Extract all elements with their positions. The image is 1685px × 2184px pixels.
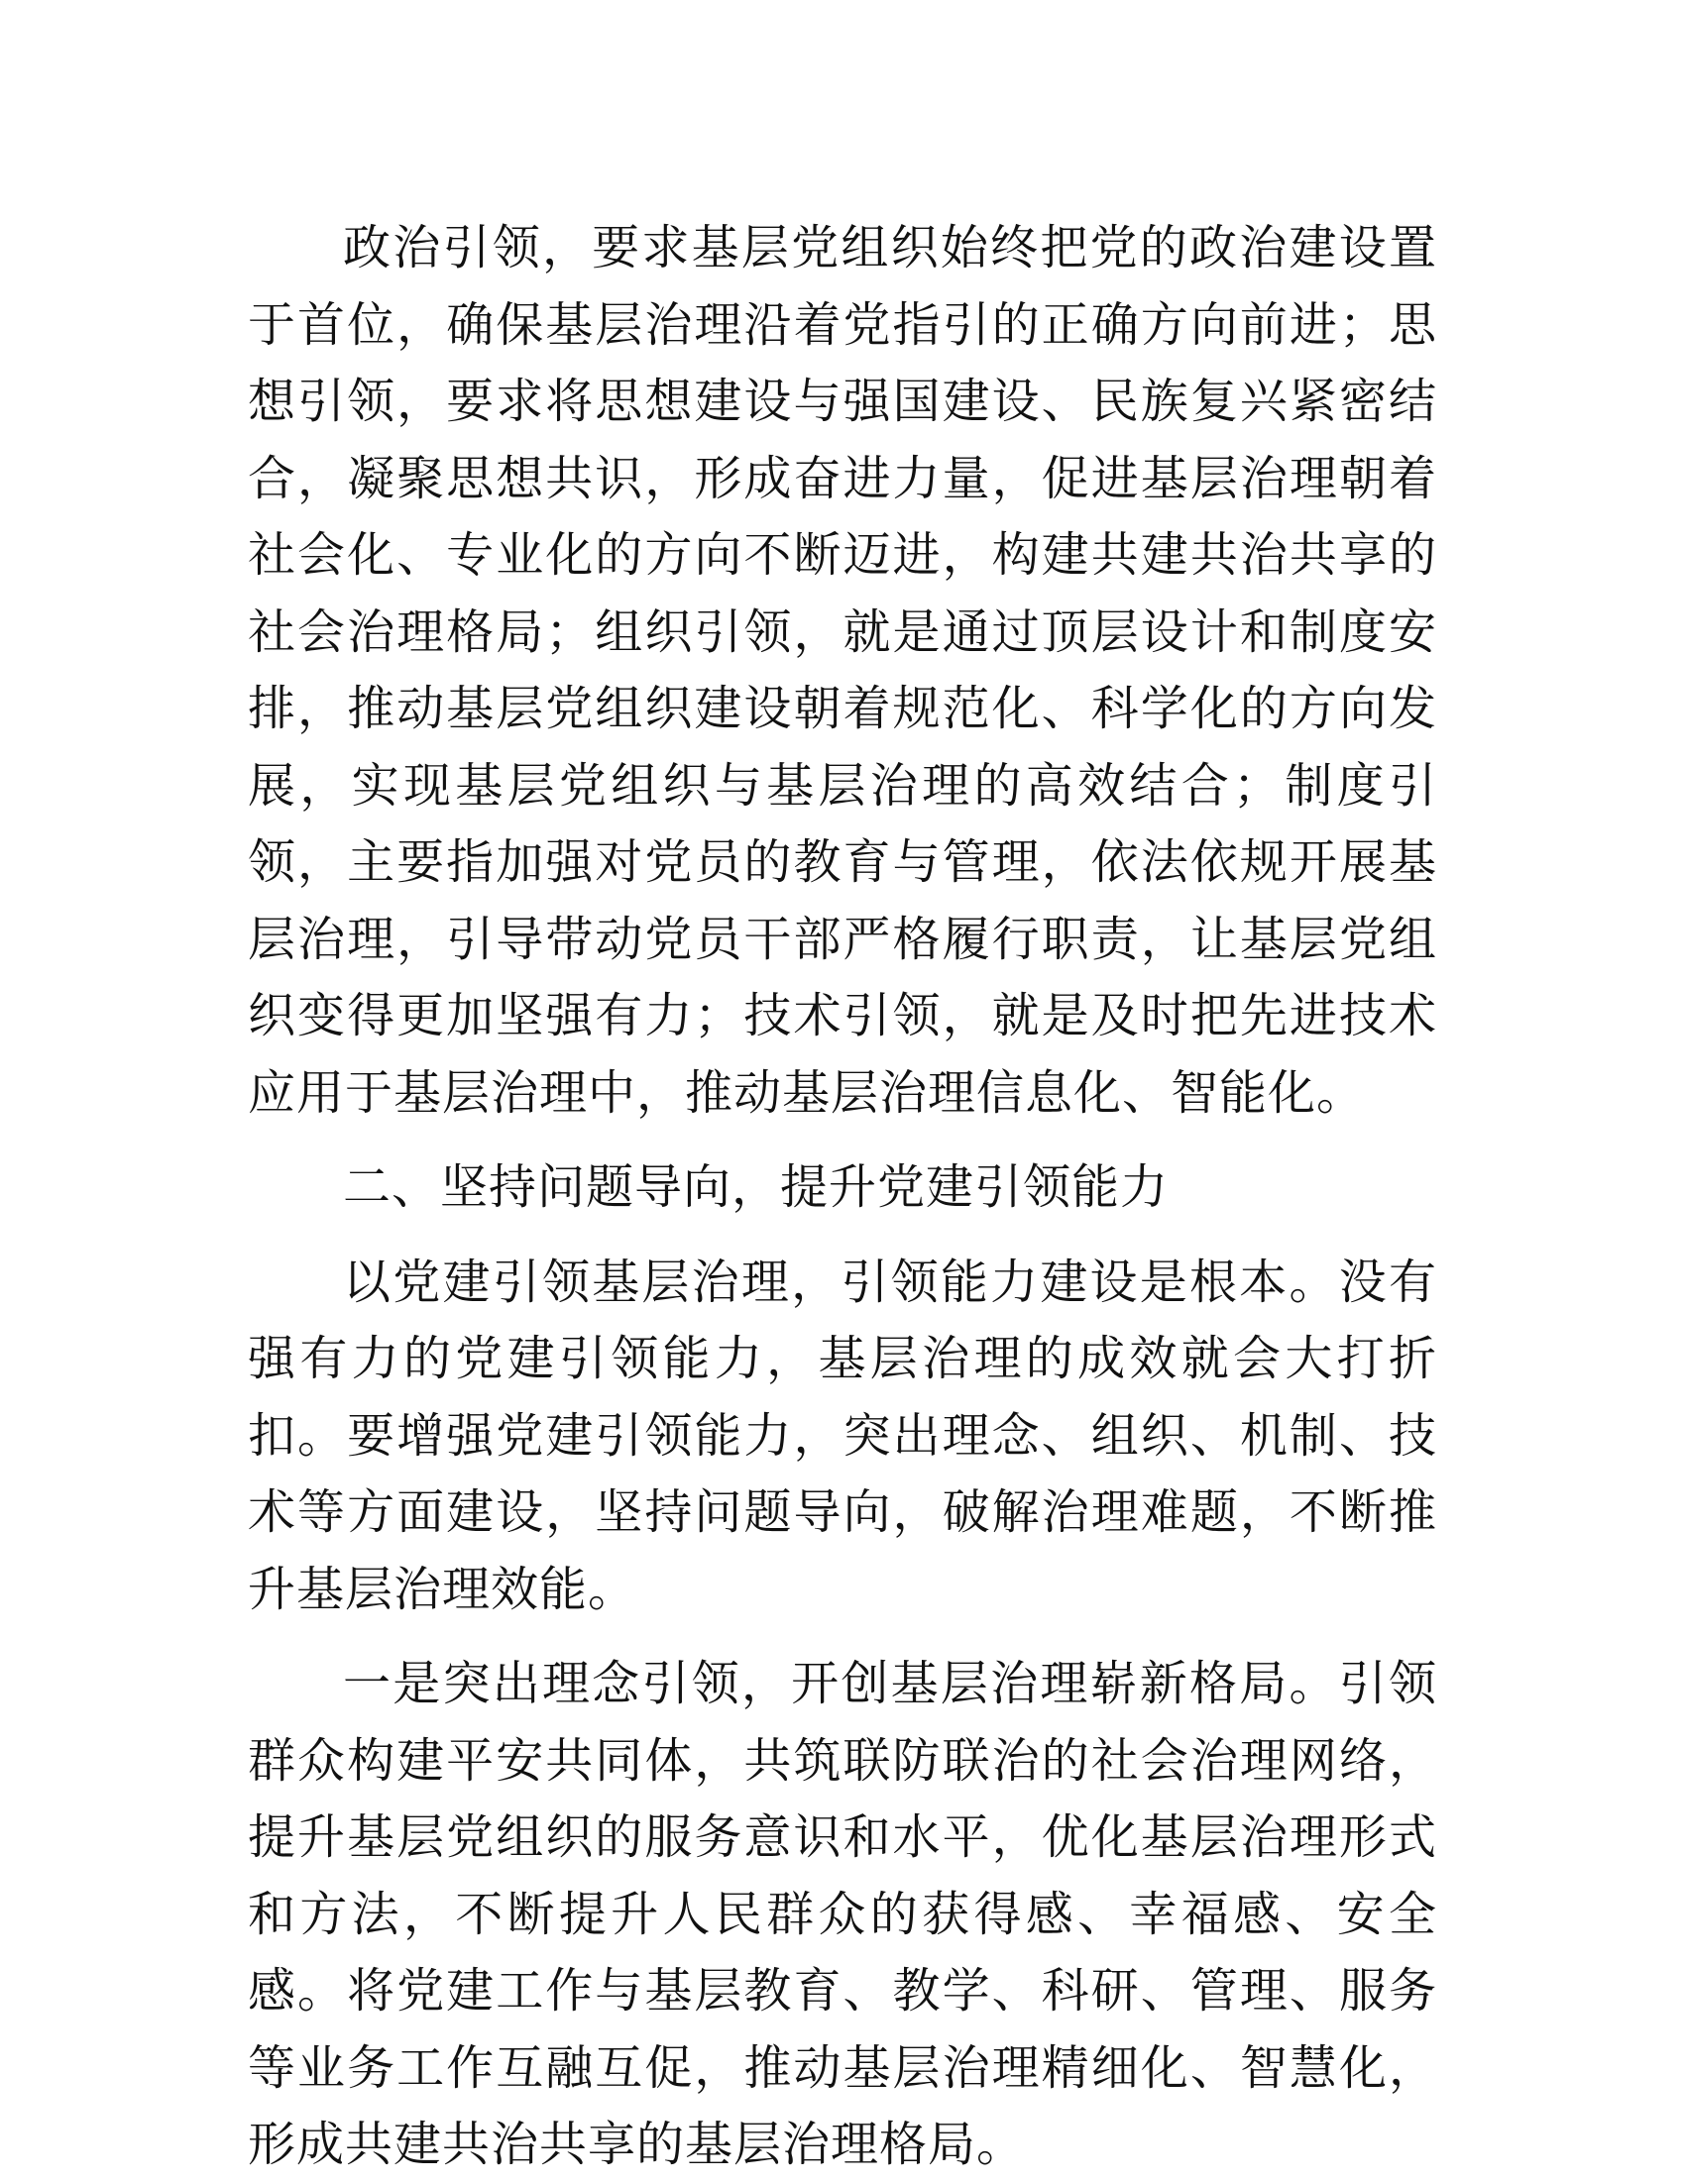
paragraph-concept-leadership: 一是突出理念引领，开创基层治理崭新格局。引领群众构建平安共同体，共筑联防联治的社会治理网络，提升基层党组织的服务意识和水平，优化基层治理形式和方法，不断提升人民群众的获得感、幸福感、安全感。将党建工作与基层教育、教学、科研、管理、服务等业务工作互融互促，推动基层治理精细化、智慧化，形成共建共治共享的基层治理格局。 [248, 1656, 1437, 2172]
paragraph-capability: 以党建引领基层治理，引领能力建设是根本。没有强有力的党建引领能力，基层治理的成效就会大打折扣。要增强党建引领能力，突出理念、组织、机制、技术等方面建设，坚持问题导向，破解治理难题，不断推升基层治理效能。 [248, 1254, 1437, 1617]
paragraph-political-leadership: 政治引领，要求基层党组织始终把党的政治建设置于首位，确保基层治理沿着党指引的正确方向前进；思想引领，要求将思想建设与强国建设、民族复兴紧密结合，凝聚思想共识，形成奋进力量，促进基层治理朝着社会化、专业化的方向不断迈进，构建共建共治共享的社会治理格局；组织引领，就是通过顶层设计和制度安排，推动基层党组织建设朝着规范化、科学化的方向发展，实现基层党组织与基层治理的高效结合；制度引领，主要指加强对党员的教育与管理，依法依规开展基层治理，引导带动党员干部严格履行职责，让基层党组织变得更加坚强有力；技术引领，就是及时把先进技术应用于基层治理中，推动基层治理信息化、智能化。 [248, 220, 1437, 1121]
section-heading-2: 二、坚持问题导向，提升党建引领能力 [343, 1159, 1170, 1215]
document-page [248, 210, 1437, 2184]
